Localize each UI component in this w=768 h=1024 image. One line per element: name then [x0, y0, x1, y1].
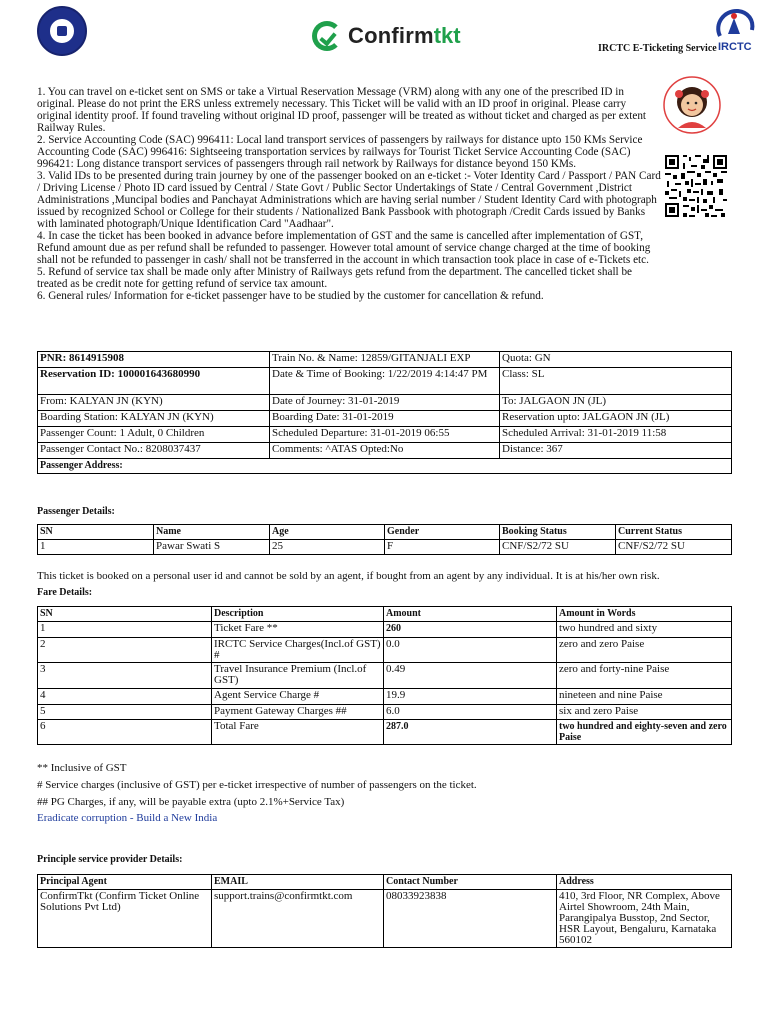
fare-description: Total Fare: [212, 720, 384, 745]
irctc-emblem-icon: [712, 6, 758, 42]
passenger-sn: 1: [38, 540, 154, 555]
pnr-cell: PNR: 8614915908: [38, 352, 270, 368]
passenger-details-title: Passenger Details:: [37, 506, 115, 517]
fare-words: nineteen and nine Paise: [557, 689, 732, 705]
quota-cell: Quota: GN: [500, 352, 732, 368]
girl-mascot-icon: [662, 72, 722, 138]
column-header: SN: [38, 525, 154, 540]
passenger-address-cell: Passenger Address:: [38, 459, 732, 474]
fare-words: six and zero Paise: [557, 705, 732, 720]
fare-sn: 4: [38, 689, 212, 705]
fare-details-title: Fare Details:: [37, 587, 93, 598]
fare-words: zero and forty-nine Paise: [557, 663, 732, 689]
table-row: [38, 638, 732, 663]
booking-time-cell: Date & Time of Booking: 1/22/2019 4:14:47 PM: [270, 368, 500, 395]
pg-charge-footnote: ## PG Charges, if any, will be payable extra (upto 2.1%+Service Tax): [37, 796, 345, 808]
provider-email: support.trains@confirmtkt.com: [212, 890, 384, 948]
fare-sn: 6: [38, 720, 212, 745]
column-header: EMAIL: [212, 875, 384, 890]
column-header: Booking Status: [500, 525, 616, 540]
fare-table: [37, 606, 732, 745]
fare-sn: 2: [38, 638, 212, 663]
passenger-table: [37, 524, 732, 555]
provider-contact: 08033923838: [384, 890, 557, 948]
passenger-count-cell: Passenger Count: 1 Adult, 0 Children: [38, 427, 270, 443]
departure-cell: Scheduled Departure: 31-01-2019 06:55: [270, 427, 500, 443]
table-row: [38, 540, 732, 555]
from-cell: From: KALYAN JN (KYN): [38, 395, 270, 411]
to-cell: To: JALGAON JN (JL): [500, 395, 732, 411]
fare-total-words: two hundred and eighty-seven and zero Paise: [557, 720, 732, 745]
booking-status: CNF/S2/72 SU: [500, 540, 616, 555]
passenger-gender: F: [385, 540, 500, 555]
arrival-cell: Scheduled Arrival: 31-01-2019 11:58: [500, 427, 732, 443]
note-item: 6. General rules/ Information for e-ticket passenger have to be studied by the customer for cancellation & refund.: [37, 290, 544, 302]
table-row: [38, 705, 732, 720]
column-header: Address: [557, 875, 732, 890]
table-row: [38, 720, 732, 745]
comments-cell: Comments: ^ATAS Opted:No: [270, 443, 500, 459]
passenger-age: 25: [270, 540, 385, 555]
column-header: Contact Number: [384, 875, 557, 890]
column-header: Description: [212, 607, 384, 622]
column-header: Current Status: [616, 525, 732, 540]
fare-description: IRCTC Service Charges(Incl.of GST) #: [212, 638, 384, 663]
fare-amount: 0.49: [384, 663, 557, 689]
qr-code-icon: [663, 153, 729, 219]
fare-amount: 0.0: [384, 638, 557, 663]
column-header: Gender: [385, 525, 500, 540]
fare-words: two hundred and sixty: [557, 622, 732, 638]
table-row: [38, 663, 732, 689]
service-charge-footnote: # Service charges (inclusive of GST) per e-ticket irrespective of number of passengers on the ticket.: [37, 779, 477, 791]
brand-name-part1: Confirm: [348, 23, 434, 48]
provider-address: 410, 3rd Floor, NR Complex, Above Airtel Showroom, 24th Main, Parangipalya Busstop, 2nd Sector, HSR Layout, Bengaluru, Karnataka 560102: [557, 890, 732, 948]
contact-cell: Passenger Contact No.: 8208037437: [38, 443, 270, 459]
fare-sn: 1: [38, 622, 212, 638]
brand-name-part2: tkt: [433, 23, 461, 48]
fare-description: Ticket Fare **: [212, 622, 384, 638]
irctc-brand-label: IRCTC: [718, 41, 752, 53]
boarding-station-cell: Boarding Station: KALYAN JN (KYN): [38, 411, 270, 427]
fare-sn: 3: [38, 663, 212, 689]
fare-description: Agent Service Charge #: [212, 689, 384, 705]
confirmtkt-check-icon: [312, 21, 342, 51]
table-row: [38, 890, 732, 948]
provider-table: [37, 874, 732, 948]
train-cell: Train No. & Name: 12859/GITANJALI EXP: [270, 352, 500, 368]
column-header: Amount: [384, 607, 557, 622]
column-header: Age: [270, 525, 385, 540]
reservation-id-cell: Reservation ID: 100001643680990: [38, 368, 270, 395]
passenger-name: Pawar Swati S: [154, 540, 270, 555]
anti-corruption-slogan: Eradicate corruption - Build a New India: [37, 812, 218, 824]
fare-amount: 19.9: [384, 689, 557, 705]
note-item: 5. Refund of service tax shall be made only after Ministry of Railways gets refund from the department. The cancelled ticket shall be treated as be credit note for getting refund of service tax amount.: [37, 266, 633, 290]
fare-words: zero and zero Paise: [557, 638, 732, 663]
fare-description: Payment Gateway Charges ##: [212, 705, 384, 720]
fare-amount: 260: [384, 622, 557, 638]
current-status: CNF/S2/72 SU: [616, 540, 732, 555]
fare-amount: 6.0: [384, 705, 557, 720]
fare-description: Travel Insurance Premium (Incl.of GST): [212, 663, 384, 689]
reservation-upto-cell: Reservation upto: JALGAON JN (JL): [500, 411, 732, 427]
column-header: Principal Agent: [38, 875, 212, 890]
provider-details-title: Principle service provider Details:: [37, 854, 183, 865]
journey-date-cell: Date of Journey: 31-01-2019: [270, 395, 500, 411]
principal-agent: ConfirmTkt (Confirm Ticket Online Solutions Pvt Ltd): [38, 890, 212, 948]
note-item: 2. Service Accounting Code (SAC) 996411: Local land transport services of passengers by railways for distance upto 150 KMs Service Accounting Code (SAC) 996416: Sightseeing transportation services by railways for Tourist Ticket Service Accounting Code (SAC) 996421: Long distance transport services of passengers through rail network by Railways for distance beyond 150 KMs.: [37, 134, 643, 170]
indian-railways-logo: [37, 6, 87, 56]
confirmtkt-logo: [312, 18, 461, 54]
note-item: 4. In case the ticket has been booked in advance before implementation of GST and the same is cancelled after implementation of GST, Refund amount due as per refund shall be refunded to passenger. However total amount of service change charged at the time of booking shall not be refunded to passenger in cash/ shall not be transferred in the account in which transaction took place in case of e-Tickets etc.: [37, 230, 651, 266]
note-item: 1. You can travel on e-ticket sent on SMS or take a Virtual Reservation Message (VRM) along with any one of the prescribed ID in original. Please do not print the ERS unless extremely necessary. This Ticket will be valid with an ID proof in original. Please carry original identity proof. If found traveling without original ID proof, passenger will be treated as without ticket and charged as per extent Railway Rules.: [37, 86, 647, 134]
fare-sn: 5: [38, 705, 212, 720]
gst-footnote: ** Inclusive of GST: [37, 762, 127, 774]
note-item: 3. Valid IDs to be presented during train journey by one of the passenger booked on an e-ticket :- Voter Identity Card / Passport / PAN Card / Driving License / Photo ID card issued by Central / State Govt / Public Sector Undertakings of State / Central Government ,District Administrations ,Muncipal bodies and Panchayat Administrations which are having serial number / Student Identity Card with photograph issued by recognized School or College for their students / Nationalized Bank Passbook with photograph /Credit Cards issued by Banks with laminated photograph/Unique Identification Card "Aadhaar".: [37, 170, 661, 230]
column-header: Name: [154, 525, 270, 540]
agent-disclaimer: This ticket is booked on a personal user id and cannot be sold by an agent, if bought from an agent by any individual. It is at his/her own risk.: [37, 570, 660, 582]
column-header: SN: [38, 607, 212, 622]
table-row: [38, 622, 732, 638]
column-header: Amount in Words: [557, 607, 732, 622]
boarding-date-cell: Boarding Date: 31-01-2019: [270, 411, 500, 427]
fare-total-amount: 287.0: [384, 720, 557, 745]
booking-details-table: [37, 351, 732, 474]
ticket-instructions: [37, 86, 663, 302]
table-row: [38, 689, 732, 705]
irctc-service-label: IRCTC E-Ticketing Service: [598, 43, 717, 54]
class-cell: Class: SL: [500, 368, 732, 395]
distance-cell: Distance: 367: [500, 443, 732, 459]
